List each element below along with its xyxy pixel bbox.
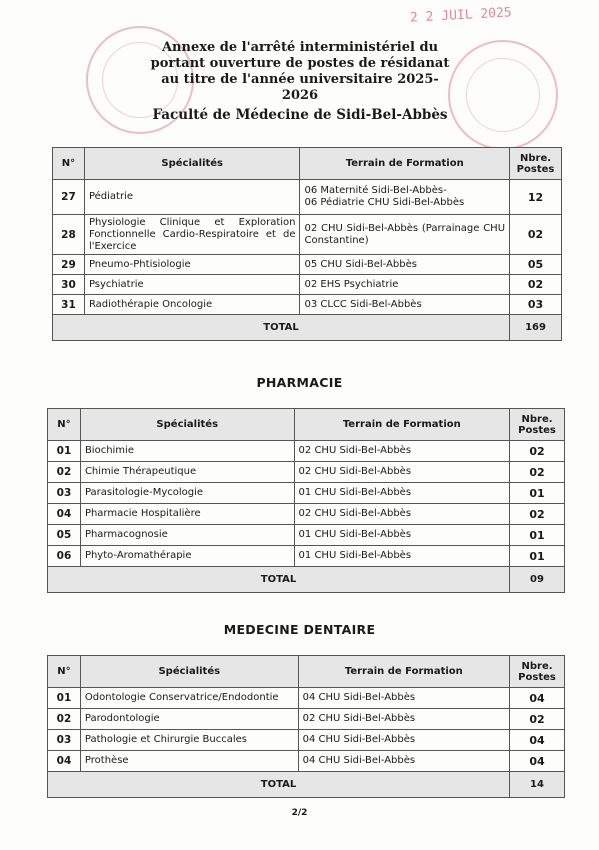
table-row: 30 Psychiatrie 02 EHS Psychiatrie 02 [53,275,562,295]
table-row: 06 Phyto-Aromathérapie 01 CHU Sidi-Bel-Abbès 01 [48,546,565,567]
dentaire-table [47,655,565,798]
table-row: 29 Pneumo-Phtisiologie 05 CHU Sidi-Bel-Abbès 05 [53,255,562,275]
stamp-date: 2 2 JUIL 2025 [409,5,513,26]
table-row: 03 Pathologie et Chirurgie Buccales 04 CHU Sidi-Bel-Abbès 04 [48,730,565,751]
table-row: 01 Odontologie Conservatrice/Endodontie 04 CHU Sidi-Bel-Abbès 04 [48,688,565,709]
table-header-row [48,656,565,688]
table-row: 02 Chimie Thérapeutique 02 CHU Sidi-Bel-Abbès 02 [48,462,565,483]
total-row [48,772,565,798]
table-row: 05 Pharmacognosie 01 CHU Sidi-Bel-Abbès 01 [48,525,565,546]
official-stamp-right [448,40,558,150]
table-row: 04 Prothèse 04 CHU Sidi-Bel-Abbès 04 [48,751,565,772]
section-title-pharmacie: PHARMACIE [256,375,343,390]
col-postes: Nbre. Postes [510,656,565,688]
title-line-1: Annexe de l'arrêté interministériel du [161,40,439,55]
table-header-row [48,409,565,441]
total-value: 169 [510,315,562,341]
total-row [53,315,562,341]
page-number: 2/2 [291,808,308,818]
medecine-table [52,147,562,341]
col-num: N° [48,409,81,441]
col-num: N° [53,148,85,180]
total-row [48,567,565,593]
col-postes: Nbre. Postes [510,409,565,441]
table-row: 03 Parasitologie-Mycologie 01 CHU Sidi-Bel-Abbès 01 [48,483,565,504]
table-row: 31 Radiothérapie Oncologie 03 CLCC Sidi-Bel-Abbès 03 [53,295,562,315]
table-header-row [53,148,562,180]
col-spec: Spécialités [80,409,294,441]
table-row: 02 Parodontologie 02 CHU Sidi-Bel-Abbès 02 [48,709,565,730]
col-spec: Spécialités [80,656,298,688]
document-header [0,0,599,140]
title-line-2: portant ouverture de postes de résidanat [150,56,450,71]
total-label: TOTAL [48,772,510,798]
faculty-name: Faculté de Médecine de Sidi-Bel-Abbès [152,107,448,123]
col-terrain: Terrain de Formation [298,656,509,688]
total-value: 09 [510,567,565,593]
table-row: 04 Pharmacie Hospitalière 02 CHU Sidi-Bel-Abbès 02 [48,504,565,525]
table-row: 27 Pédiatrie 06 Maternité Sidi-Bel-Abbès- 06 Pédiatrie CHU Sidi-Bel-Abbès 12 [53,180,562,215]
table-row: 28 Physiologie Clinique et Exploration Fonctionnelle Cardio-Respiratoire et de l'Exercice 02 CHU Sidi-Bel-Abbès (Parrainage CHU Constantine) 02 [53,215,562,255]
table-row: 01 Biochimie 02 CHU Sidi-Bel-Abbès 02 [48,441,565,462]
total-value: 14 [510,772,565,798]
section-title-dentaire: MEDECINE DENTAIRE [223,622,376,637]
col-spec: Spécialités [84,148,300,180]
total-label: TOTAL [53,315,510,341]
col-terrain: Terrain de Formation [300,148,510,180]
title-line-3: au titre de l'année universitaire 2025-2026 [161,72,439,103]
total-label: TOTAL [48,567,510,593]
col-postes: Nbre. Postes [510,148,562,180]
pharmacie-table [47,408,565,593]
col-num: N° [48,656,81,688]
col-terrain: Terrain de Formation [294,409,509,441]
